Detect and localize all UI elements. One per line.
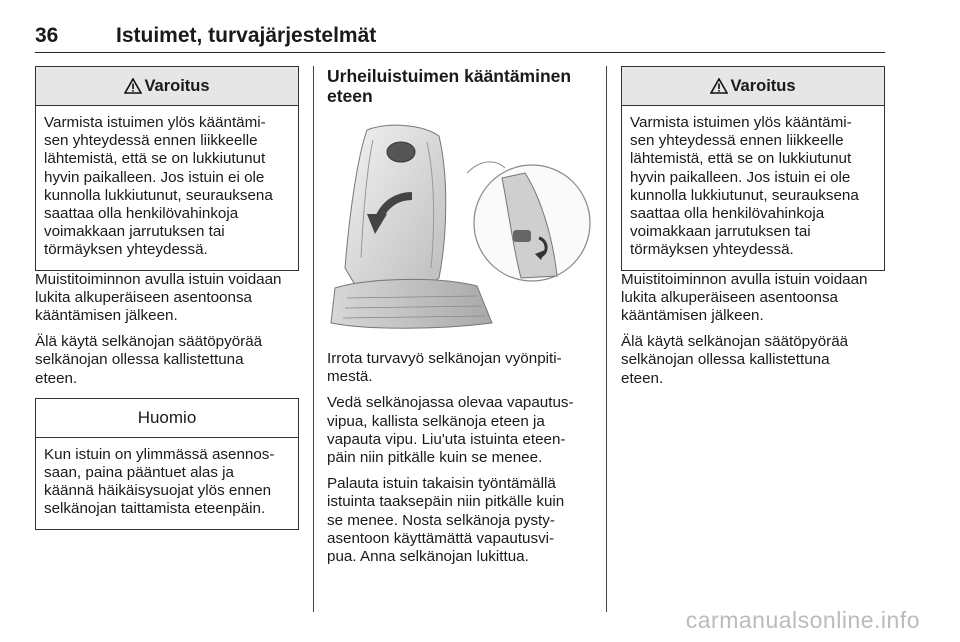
warning-title: Varoitus — [730, 76, 796, 95]
page-title: Istuimet, turvajärjestelmät — [116, 24, 377, 47]
column-right — [621, 66, 885, 396]
column-divider — [606, 66, 607, 612]
column-middle — [327, 66, 591, 574]
warning-box — [621, 66, 885, 271]
seat-folding-illustration — [327, 118, 591, 333]
section-title: Urheiluistuimen kääntäminen eteen — [327, 66, 572, 106]
paragraph-return: Palauta istuin takaisin työntämällä istuinta taaksepäin niin pitkälle kuin se menee. Nosta selkänoja pysty- asentoon käyttämättä vapautusvi- pua. Anna selkänojan lukittua. — [327, 475, 565, 566]
paragraph-memory: Muistitoiminnon avulla istuin voidaan lukita alkuperäiseen asentoonsa kääntämisen jälkeen. — [621, 270, 868, 325]
warning-text: Varmista istuimen ylös kääntämi- sen yhteydessä ennen liikkeelle lähtemistä, että se on lukkiutunut hyvin paikalleen. Jos istuin ei ole kunnolla lukkiutunut, seurauksena saattaa olla henkilövahinkoja voimakkaan jarrutuksen tai törmäyksen yhteydessä. — [630, 114, 859, 259]
column-divider — [313, 66, 314, 612]
page-header — [35, 22, 885, 53]
warning-box — [35, 66, 299, 271]
notice-box — [35, 398, 299, 530]
watermark: carmanualsonline.info — [685, 607, 920, 633]
page-number: 36 — [35, 24, 59, 47]
paragraph-belt: Irrota turvavyö selkänojan vyönpiti- mestä. — [327, 350, 562, 386]
paragraph-adjuster: Älä käytä selkänojan säätöpyörää selkänojan ollessa kallistettuna eteen. — [35, 333, 263, 387]
paragraph-release: Vedä selkänojassa olevaa vapautus- vipua, kallista selkänoja eteen ja vapauta vipu. Liu'uta istuinta eteen- päin niin pitkälle kuin se menee. — [327, 394, 574, 467]
paragraph-adjuster: Älä käytä selkänojan säätöpyörää selkänojan ollessa kallistettuna eteen. — [621, 333, 849, 387]
warning-header — [36, 67, 298, 106]
warning-text: Varmista istuimen ylös kääntämi- sen yhteydessä ennen liikkeelle lähtemistä, että se on lukkiutunut hyvin paikalleen. Jos istuin ei ole kunnolla lukkiutunut, seurauksena saattaa olla henkilövahinkoja voimakkaan jarrutuksen tai törmäyksen yhteydessä. — [44, 114, 273, 259]
notice-title: Huomio — [137, 407, 197, 427]
warning-icon — [710, 78, 728, 94]
warning-icon — [124, 78, 142, 94]
column-left — [35, 66, 299, 530]
notice-header — [36, 399, 298, 438]
warning-title: Varoitus — [144, 76, 210, 95]
notice-text: Kun istuin on ylimmässä asennos- saan, paina pääntuet alas ja käännä häikäisysuojat ylös ennen selkänojan taittamista eteenpäin. — [44, 445, 275, 518]
warning-header — [622, 67, 884, 106]
paragraph-memory: Muistitoiminnon avulla istuin voidaan lukita alkuperäiseen asentoonsa kääntämisen jälkeen. — [35, 270, 282, 325]
